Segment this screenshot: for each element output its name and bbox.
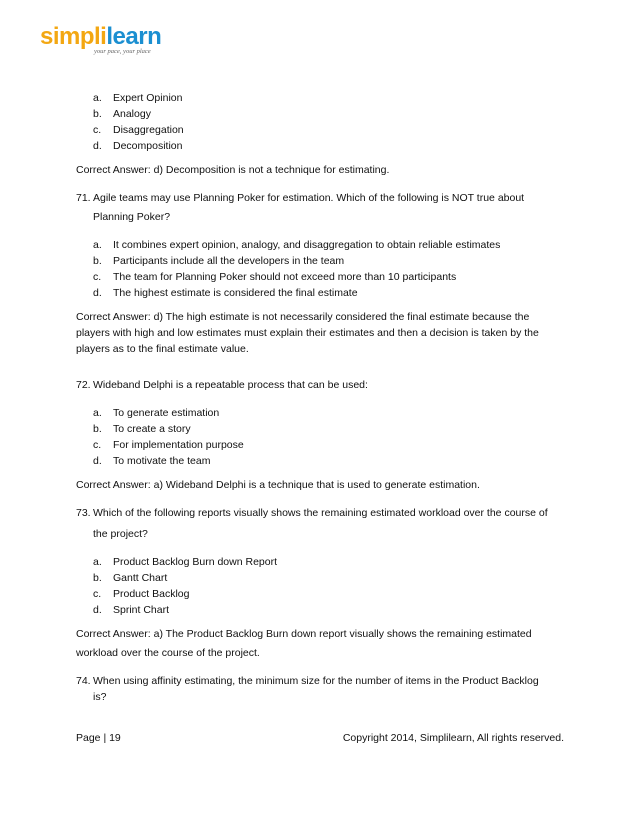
q73-answer: Correct Answer: a) The Product Backlog Burn down report visually shows the remaining estimated workload over the course of the project. [76, 628, 532, 659]
option-item: c. Disaggregation [93, 124, 184, 136]
q73-question: 73. Which of the following reports visually shows the remaining estimated workload over the course of the project? [76, 507, 548, 540]
option-item: c. For implementation purpose [93, 439, 244, 451]
q72-answer: Correct Answer: a) Wideband Delphi is a technique that is used to generate estimation. [76, 479, 480, 491]
option-item: a. It combines expert opinion, analogy, and disaggregation to obtain reliable estimates [93, 239, 501, 251]
option-item: d. Decomposition [93, 140, 183, 152]
option-item: d. The highest estimate is considered the final estimate [93, 287, 358, 299]
option-item: a. To generate estimation [93, 407, 220, 419]
q71-question: 71. Agile teams may use Planning Poker for estimation. Which of the following is NOT true about Planning Poker? [76, 192, 525, 223]
logo-tagline: your pace, your place [94, 48, 151, 55]
q71-options [76, 237, 556, 301]
option-item: b. Analogy [93, 108, 151, 120]
option-item: b. To create a story [93, 423, 191, 435]
option-item: b. Gantt Chart [93, 572, 168, 584]
q74-question: 74. When using affinity estimating, the minimum size for the number of items in the Product Backlog is? [76, 675, 539, 703]
option-item: b. Participants include all the developers in the team [93, 255, 345, 267]
q72-options [76, 405, 556, 469]
simplilearn-logo [40, 24, 200, 58]
page-number: Page | 19 [76, 732, 121, 744]
q70-options [76, 90, 556, 154]
option-item: d. To motivate the team [93, 455, 211, 467]
logo-wordmark: simplilearn [40, 23, 162, 50]
option-item: a. Expert Opinion [93, 92, 183, 104]
q71-answer: Correct Answer: d) The high estimate is not necessarily considered the final estimate because the players with high and low estimates must explain their estimates and then a decision is taken by the players as to the final estimate value. [76, 311, 539, 355]
option-item: a. Product Backlog Burn down Report [93, 556, 278, 568]
q70-answer: Correct Answer: d) Decomposition is not a technique for estimating. [76, 164, 390, 176]
q72-question: 72. Wideband Delphi is a repeatable process that can be used: [76, 379, 368, 391]
page-content [76, 90, 556, 705]
option-item: c. The team for Planning Poker should not exceed more than 10 participants [93, 271, 457, 283]
copyright-notice: Copyright 2014, Simplilearn, All rights reserved. [342, 732, 564, 744]
q73-options [76, 554, 556, 618]
option-item: d. Sprint Chart [93, 604, 170, 616]
option-item: c. Product Backlog [93, 588, 190, 600]
